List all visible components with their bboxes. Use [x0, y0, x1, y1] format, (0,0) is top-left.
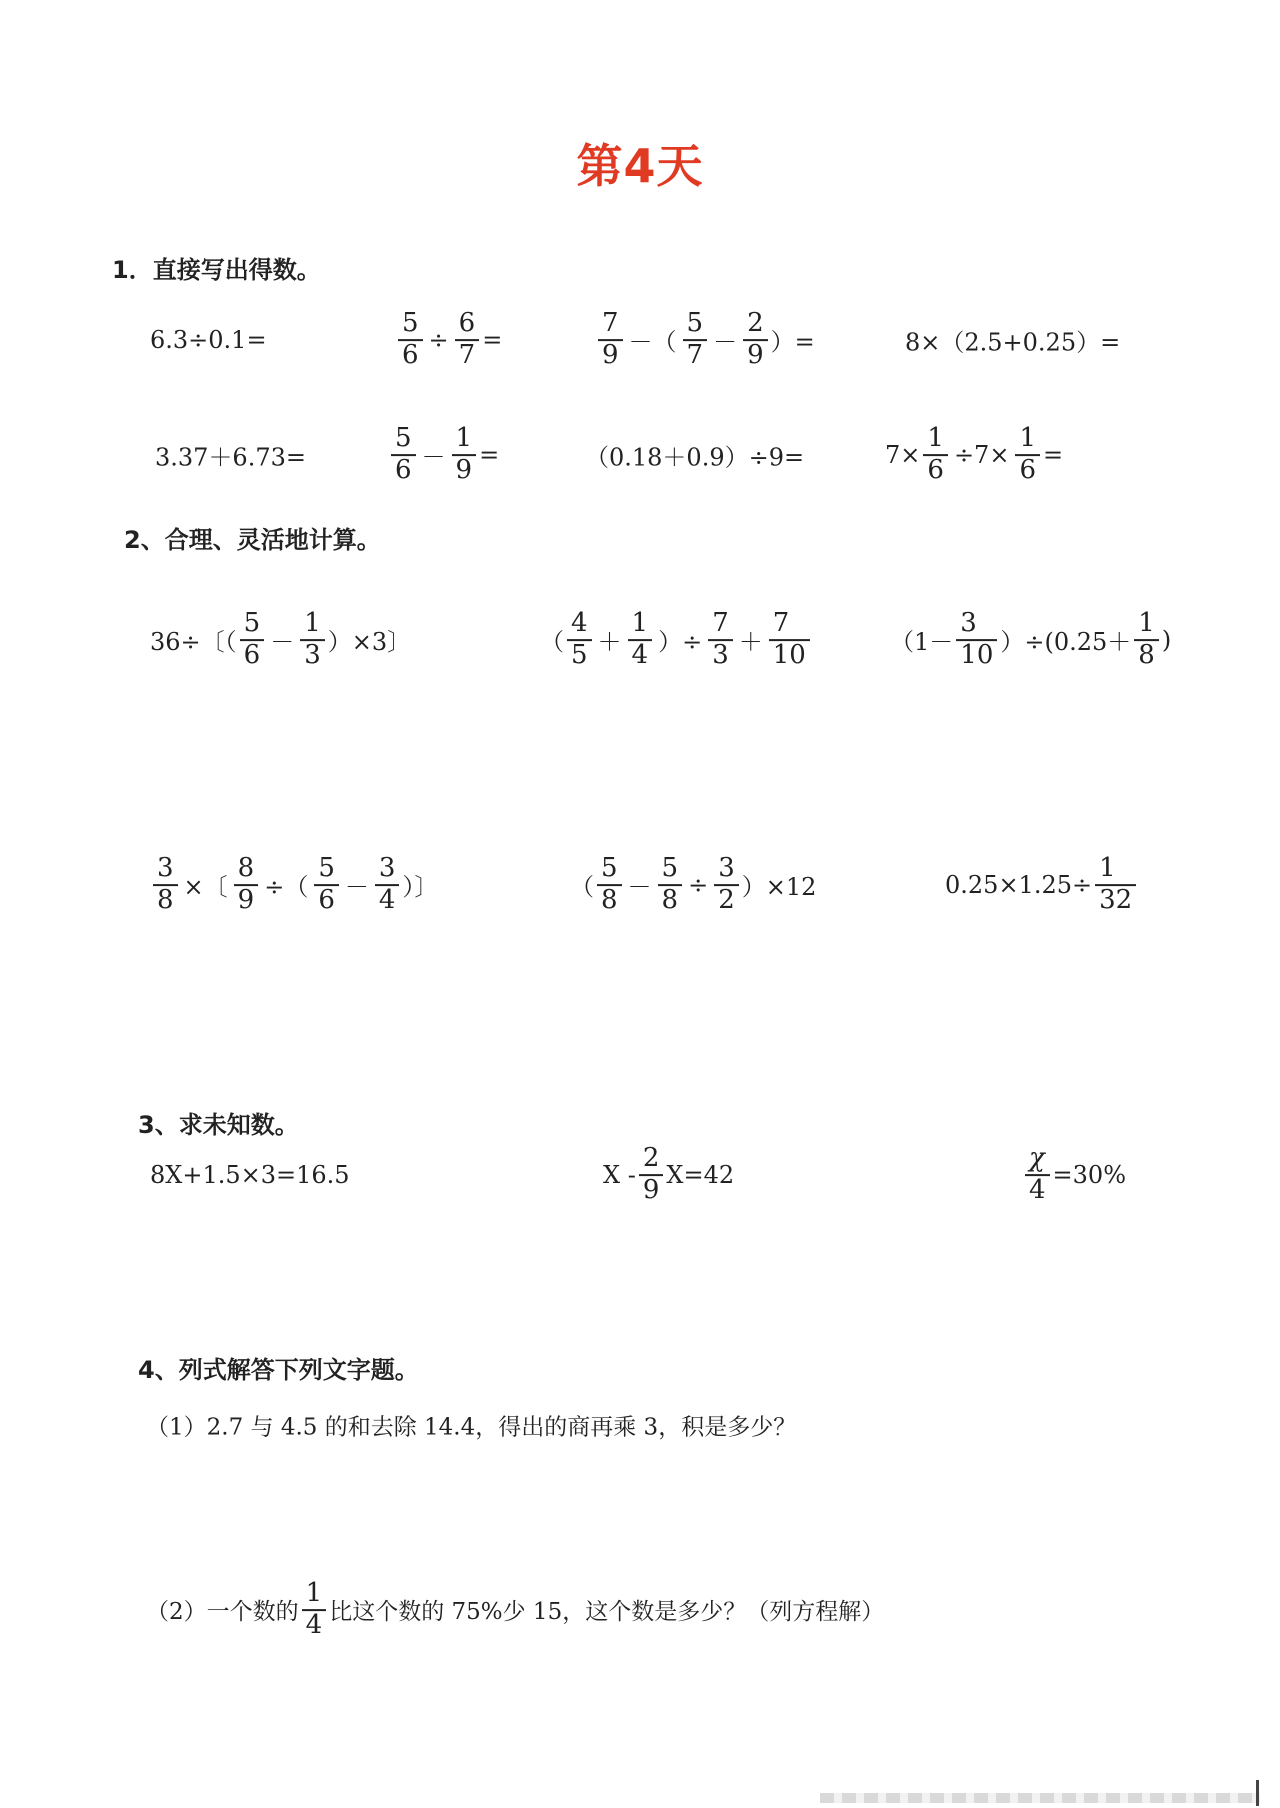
fraction [639, 1144, 664, 1206]
s2-problem-2 [540, 609, 813, 671]
fraction [923, 424, 948, 486]
denominator: 3 [708, 639, 733, 671]
numerator: 3 [157, 853, 174, 884]
numerator: 6 [458, 308, 476, 339]
denominator: 6 [398, 339, 423, 371]
fraction [455, 309, 480, 371]
tail-text: ）×12 [741, 873, 817, 902]
lead-text: 0.25×1.25÷ [945, 871, 1093, 899]
lead-text: X - [603, 1161, 636, 1189]
tail-text: =30% [1052, 1161, 1126, 1189]
fraction [1015, 424, 1040, 486]
fraction [658, 854, 683, 916]
s1-row2-expr1 [155, 438, 306, 473]
denominator: 2 [714, 884, 739, 916]
lead-text: （2）一个数的 [146, 1599, 299, 1626]
mid-text: ）÷(0.25＋ [1000, 628, 1132, 657]
operator: ）÷ [658, 628, 703, 657]
fraction [714, 854, 739, 916]
fraction [302, 1579, 327, 1641]
s2-problem-4 [150, 854, 438, 916]
operator: ÷ [428, 326, 449, 354]
footer-watermark-bar [820, 1793, 1260, 1803]
expr-text: 3.37＋6.73= [155, 443, 306, 472]
numerator: 2 [642, 1143, 660, 1174]
numerator: 1 [305, 1578, 323, 1609]
numerator: 5 [243, 608, 261, 639]
tail-text: X=42 [666, 1161, 735, 1189]
denominator: 8 [597, 884, 622, 916]
numerator: 1 [1019, 423, 1036, 454]
s2-problem-5 [570, 854, 816, 916]
denominator: 32 [1095, 884, 1136, 916]
fraction [398, 309, 423, 371]
fraction [956, 609, 997, 671]
operator: ÷7× [953, 441, 1010, 469]
operator: ÷ [688, 871, 709, 899]
numerator: 7 [712, 608, 729, 639]
fraction [708, 609, 733, 671]
fraction [628, 609, 653, 671]
denominator: 8 [153, 884, 178, 916]
denominator: 4 [375, 884, 400, 916]
numerator: 8 [237, 853, 255, 884]
s4-question-2 [146, 1579, 884, 1641]
denominator: 9 [234, 884, 259, 916]
lead-text: 36÷〔（ [150, 628, 237, 657]
s3-equation-3 [1022, 1144, 1126, 1206]
s4-question-1 [146, 1409, 796, 1442]
tail-text: 比这个数的 75%少 15，这个数是多少？（列方程解） [329, 1599, 885, 1626]
operator: ×〔 [183, 873, 228, 902]
s1-row1-expr2 [395, 309, 502, 371]
tail-text: ) [1161, 626, 1172, 654]
s1-row2-expr3 [585, 438, 804, 473]
footer-end-mark [1256, 1780, 1259, 1806]
denominator: 6 [314, 884, 339, 916]
fraction [234, 854, 259, 916]
denominator: 5 [567, 639, 592, 671]
s1-row2-expr2 [388, 424, 499, 486]
fraction [300, 609, 325, 671]
numerator: 1 [1099, 853, 1116, 884]
fraction [1095, 854, 1136, 916]
numerator: 1 [927, 423, 944, 454]
equals: = [482, 326, 503, 354]
denominator: 6 [923, 454, 948, 486]
numerator: 3 [960, 608, 977, 639]
denominator: 9 [452, 454, 477, 486]
s1-row2-expr4 [885, 424, 1063, 486]
s1-row1-expr1 [150, 326, 267, 354]
fraction [1025, 1144, 1050, 1206]
s2-problem-3 [890, 609, 1171, 671]
denominator: 9 [598, 339, 623, 371]
section-2-heading: 2、合理、灵活地计算。 [124, 526, 381, 554]
numerator: 7 [772, 608, 790, 639]
tail-text: ）×3〕 [327, 628, 412, 657]
denominator: 7 [683, 339, 708, 371]
numerator: 5 [318, 853, 335, 884]
s3-equation-2 [603, 1144, 734, 1206]
denominator: 9 [639, 1174, 664, 1206]
operator: － [713, 328, 738, 357]
question-text: （1）2.7 与 4.5 的和去除 14.4，得出的商再乘 3，积是多少？ [146, 1414, 797, 1441]
numerator: χ [1029, 1143, 1045, 1174]
operator: －（ [628, 328, 677, 357]
fraction [598, 309, 623, 371]
fraction [391, 424, 416, 486]
lead-text: 7× [885, 441, 921, 469]
operator: － [627, 873, 652, 902]
denominator: 6 [391, 454, 416, 486]
numerator: 5 [601, 853, 618, 884]
fraction [452, 424, 477, 486]
operator: － [344, 873, 369, 902]
numerator: 1 [455, 423, 473, 454]
section-3-heading: 3、求未知数。 [138, 1111, 299, 1139]
expr-text: 6.3÷0.1= [150, 326, 267, 354]
fraction [683, 309, 708, 371]
equals: = [479, 441, 500, 469]
page-title: 第4天 [576, 139, 704, 193]
numerator: 5 [402, 308, 419, 339]
s1-row1-expr3 [595, 309, 815, 371]
fraction [597, 854, 622, 916]
operator: ÷（ [264, 873, 309, 902]
denominator: 6 [240, 639, 265, 671]
section-1-heading: 1．直接写出得数。 [112, 256, 321, 284]
expr-text: 8X+1.5×3=16.5 [150, 1161, 350, 1189]
fraction [743, 309, 768, 371]
equals: ）= [770, 328, 815, 357]
numerator: 4 [571, 608, 588, 639]
fraction [1134, 609, 1159, 671]
s2-problem-1 [150, 609, 411, 671]
denominator: 9 [743, 339, 768, 371]
fraction [769, 609, 810, 671]
numerator: 7 [602, 308, 619, 339]
expr-text: 8×（2.5+0.25）= [905, 328, 1121, 357]
denominator: 4 [1025, 1174, 1050, 1206]
fraction [153, 854, 178, 916]
numerator: 1 [304, 608, 321, 639]
lead-text: （ [570, 873, 594, 902]
s2-problem-6 [945, 854, 1139, 916]
numerator: 1 [631, 608, 649, 639]
fraction [240, 609, 265, 671]
numerator: 3 [718, 853, 735, 884]
denominator: 4 [302, 1609, 327, 1641]
numerator: 5 [661, 853, 679, 884]
denominator: 10 [956, 639, 997, 671]
expr-text: （0.18＋0.9）÷9= [585, 443, 805, 472]
fraction [375, 854, 400, 916]
operator: ＋ [738, 628, 763, 657]
numerator: 5 [395, 423, 412, 454]
lead-text: （ [540, 628, 564, 657]
denominator: 4 [628, 639, 653, 671]
denominator: 8 [658, 884, 683, 916]
denominator: 7 [455, 339, 480, 371]
section-4-heading: 4、列式解答下列文字题。 [138, 1356, 419, 1384]
numerator: 5 [686, 308, 704, 339]
denominator: 3 [300, 639, 325, 671]
numerator: 1 [1138, 608, 1155, 639]
denominator: 8 [1134, 639, 1159, 671]
operator: ＋ [597, 628, 622, 657]
lead-text: （1－ [890, 628, 954, 657]
fraction [567, 609, 592, 671]
s1-row1-expr4 [905, 323, 1120, 358]
operator: － [421, 443, 446, 472]
equals: = [1042, 441, 1064, 469]
operator: － [270, 628, 295, 657]
tail-text: ）〕 [402, 873, 439, 902]
denominator: 6 [1015, 454, 1040, 486]
numerator: 3 [378, 853, 396, 884]
numerator: 2 [747, 308, 764, 339]
denominator: 10 [769, 639, 810, 671]
s3-equation-1 [150, 1161, 350, 1189]
fraction [314, 854, 339, 916]
